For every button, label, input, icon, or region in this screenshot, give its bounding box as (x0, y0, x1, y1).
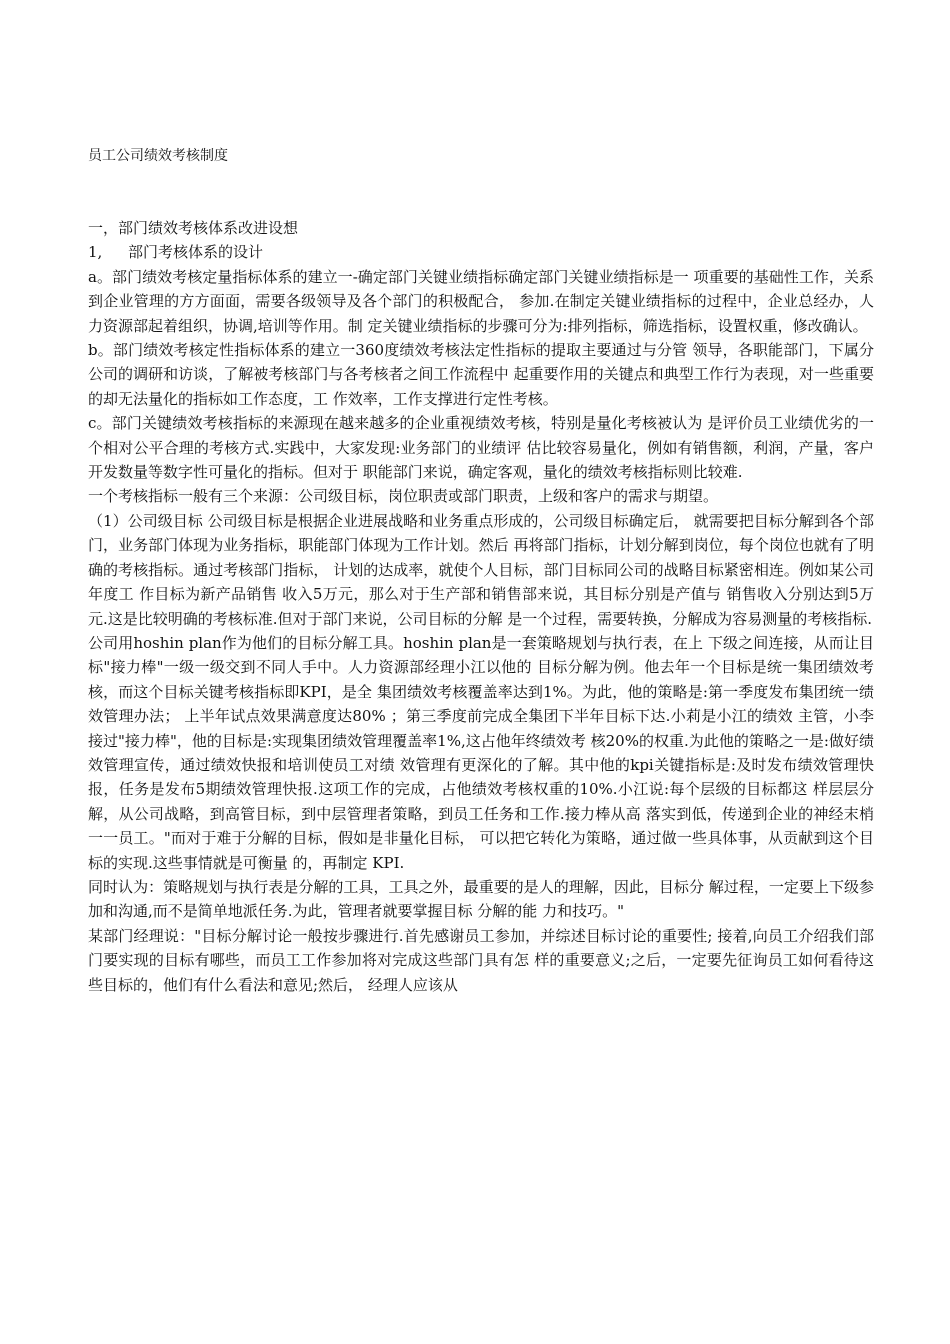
section-heading: 一，部门绩效考核体系改进设想 (88, 219, 299, 237)
paragraph-strategy-table: 同时认为：策略规划与执行表是分解的工具，工具之外，最重要的是人的理解，因此，目标分 解过程，一定要上下级参加和沟通,而不是简单地派任务.为此，管理者就要掌握目标 分解的能 力和技巧。" (88, 877, 874, 921)
paragraph-b: b。部门绩效考核定性指标体系的建立一360度绩效考核法定性指标的提取主要通过与分管 领导，各职能部门，下属分公司的调研和访谈，了解被考核部门与各考核者之间工作流程中 起重要作用的关键点和典型工作行为表现，对一些重要的却无法量化的指标如工作态度，工 作效率，工作支撑进行定性考核。 (88, 341, 874, 408)
sub-heading-text: 部门考核体系的设计 (128, 243, 264, 262)
sub-heading (88, 240, 874, 264)
paragraph-c: c。部门关键绩效考核指标的来源现在越来越多的企业重视绩效考核，特别是量化考核被认为 是评价员工业绩优劣的一个相对公平合理的考核方式.实践中，大家发现:业务部门的业绩评 估比较容易量化，例如有销售额，利润，产量，客户开发数量等数字性可量化的指标。但对于 职能部门来说，确定客观，量化的绩效考核指标则比较难. (88, 414, 874, 482)
document-title: 员工公司绩效考核制度 (88, 148, 228, 164)
paragraph-sources: 一个考核指标一般有三个来源：公司级目标，岗位职责或部门职责，上级和客户的需求与期望。 (88, 487, 719, 506)
paragraph-a: a。部门绩效考核定量指标体系的建立一-确定部门关键业绩指标确定部门关键业绩指标是一 项重要的基础性工作，关系到企业管理的方方面面，需要各级领导及各个部门的积极配合， 参加.在制定关键业绩指标的过程中，企业总经办，人力资源部起着组织，协调,培训等作用。制 定关键业绩指标的步骤可分为:排列指标，筛选指标，设置权重，修改确认。 (88, 267, 874, 335)
paragraph-hoshin-plan: 公司用hoshin plan作为他们的目标分解工具。hoshin plan是一套策略规划与执行表，在上 下级之间连接，从而让目标"接力棒"一级一级交到不同人手中。人力资源部经理小江以他的 目标分解为例。他去年一个目标是统一集团绩效考核，而这个目标关键考核指标即KPI，是全 集团绩效考核覆盖率达到1%。为此，他的策略是:第一季度发布集团统一绩效管理办法； 上半年试点效果满意度达80% ；第三季度前完成全集团下半年目标下达.小莉是小江的绩效 主管，小李接过"接力棒"，他的目标是:实现集团绩效管理覆盖率1%,这占他年终绩效考 核20%的权重.为此他的策略之一是:做好绩效管理宣传，通过绩效快报和培训使员工对绩 效管理有更深化的了解。其中他的kpi关键指标是:及时发布绩效管理快报，任务是发布5期绩效管理快报.这项工作的完成，占他绩效考核权重的10%.小江说:每个层级的目标都这 样层层分解，从公司战略，到高管目标，到中层管理者策略，到员工任务和工作.接力棒从高 落实到低，传递到企业的神经末梢一一员工。"而对于难于分解的目标，假如是非量化目标， 可以把它转化为策略，通过做一些具体事，从贡献到这个目标的实现.这些事情就是可衡量 的，再制定 KPI. (88, 633, 874, 872)
paragraph-company-goals: （1）公司级目标 公司级目标是根据企业进展战略和业务重点形成的，公司级目标确定后， 就需要把目标分解到各个部门，业务部门体现为业务指标，职能部门体现为工作计划。然后 再将部门指标，计划分解到岗位，每个岗位也就有了明确的考核指标。通过考核部门指标， 计划的达成率，就使个人目标，部门目标同公司的战略目标紧密相连。例如某公司年度工 作目标为新产品销售 收入5万元，那么对于生产部和销售部来说，其目标分别是产值与 销售收入分别达到5万元.这是比较明确的考核标准.但对于部门来说，公司目标的分解 是一个过程，需要转换，分解成为容易测量的考核指标. (88, 511, 874, 628)
document-body (88, 216, 874, 997)
paragraph-manager-quote: 某部门经理说："目标分解讨论一般按步骤进行.首先感谢员工参加，并综述目标讨论的重要性; 接着,向员工介绍我们部门要实现的目标有哪些，而员工工作参加将对完成这些部门具有怎 样的重要意义;之后，一定要先征询员工如何看待这些目标的，他们有什么看法和意见;然后， 经理人应该从 (88, 926, 874, 994)
sub-heading-number: 1, (88, 243, 103, 262)
